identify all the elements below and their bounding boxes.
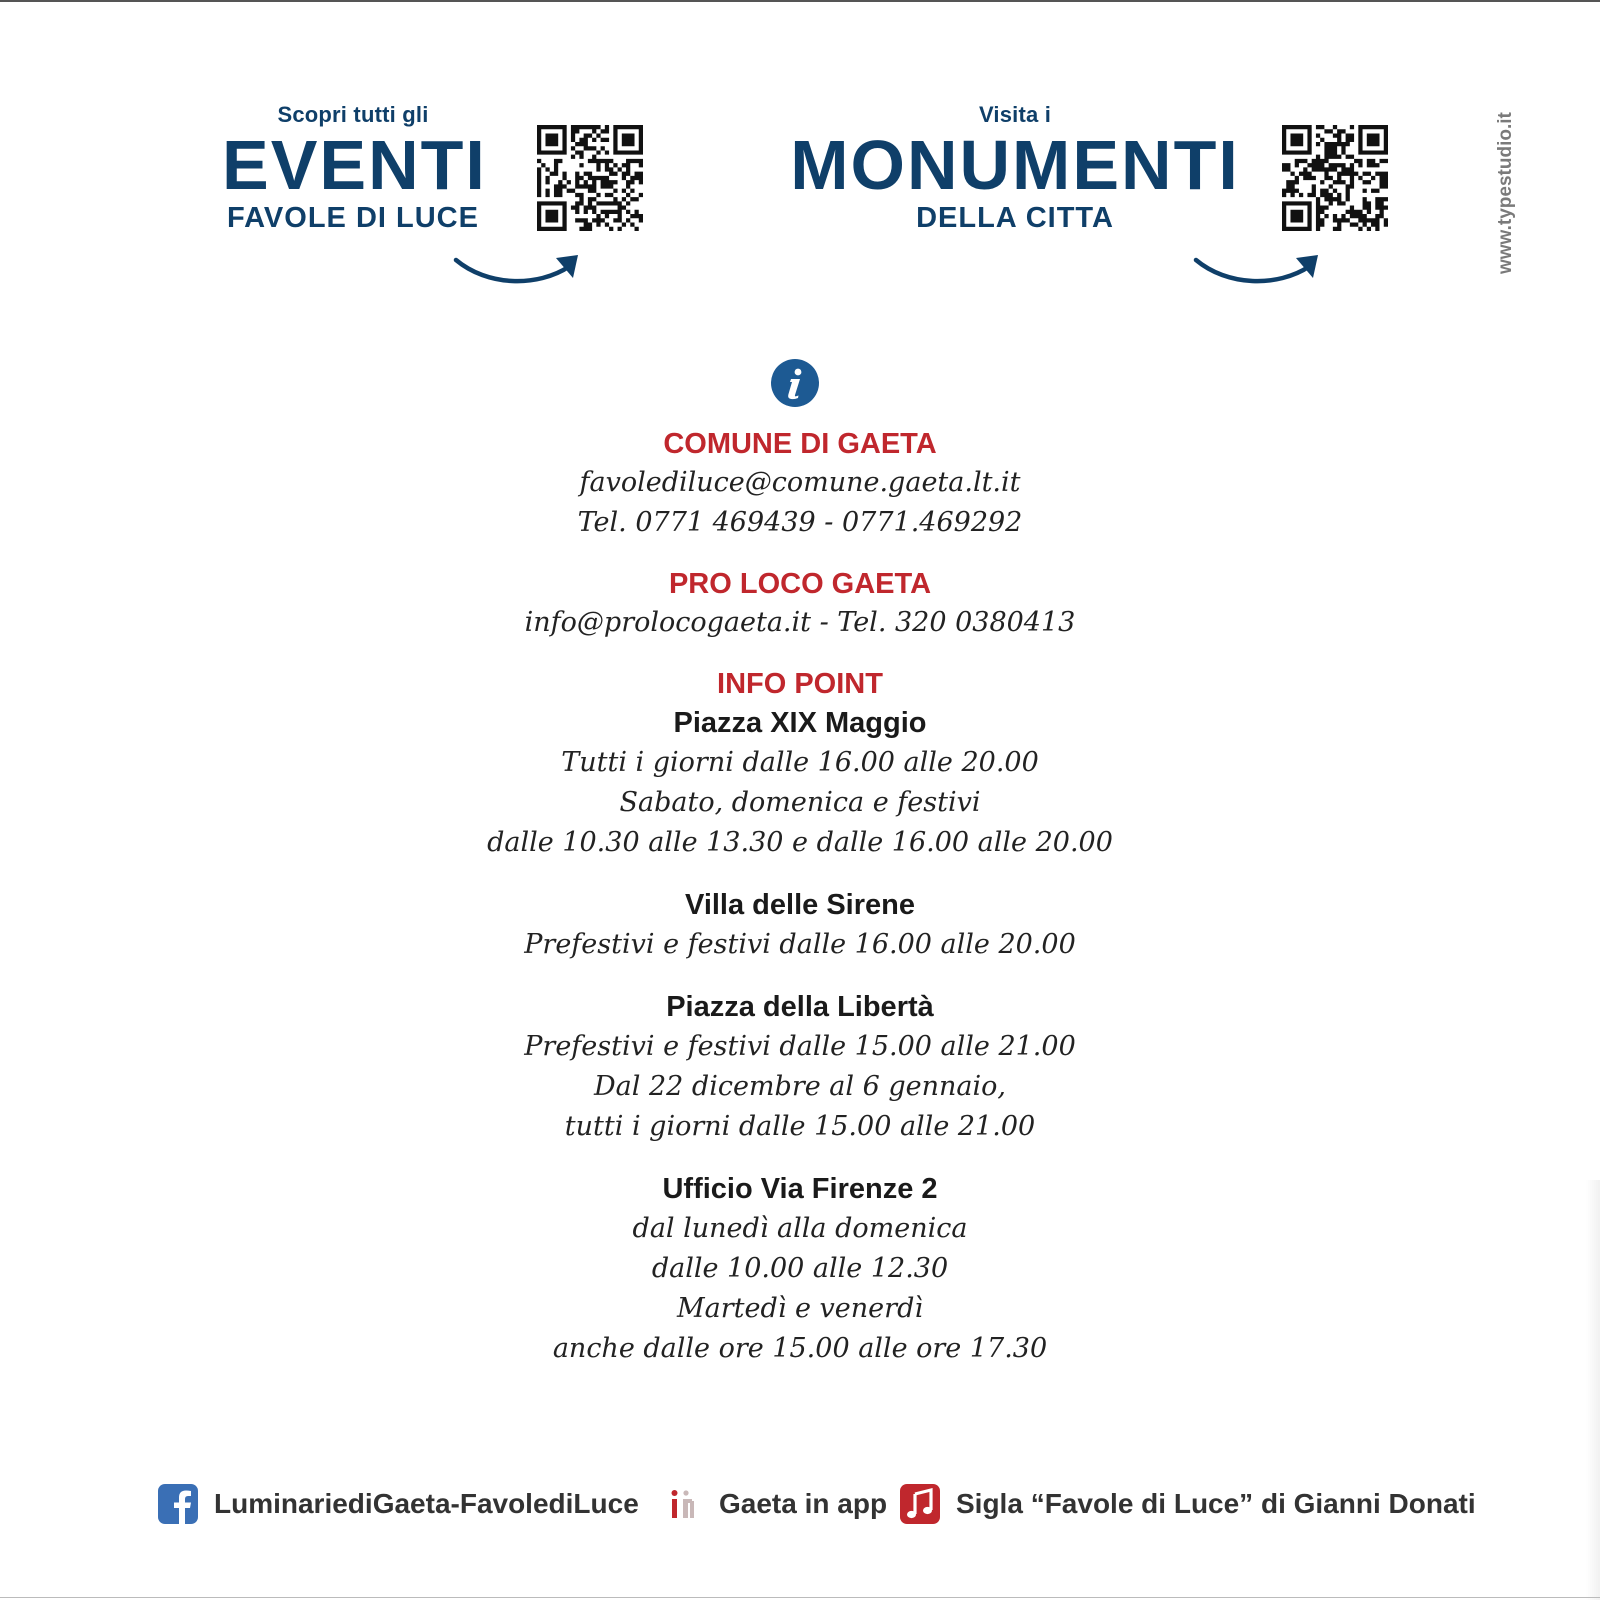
location-hours-line: Prefestivi e festivi dalle 15.00 alle 21.00 bbox=[524, 1031, 1076, 1062]
monumenti-subtitle: DELLA CITTA bbox=[916, 202, 1114, 234]
location-hours-line: Martedì e venerdì bbox=[677, 1293, 923, 1324]
eventi-qr-code-icon[interactable] bbox=[537, 125, 643, 231]
proloco-contact[interactable]: info@prolocogaeta.it - Tel. 320 0380413 bbox=[524, 607, 1076, 638]
watermark-url: www.typestudio.it bbox=[1495, 112, 1516, 274]
location-hours-line: Sabato, domenica e festivi bbox=[619, 787, 981, 818]
facebook-link-label: LuminariediGaeta-FavolediLuce bbox=[214, 1488, 639, 1519]
proloco-heading: PRO LOCO GAETA bbox=[668, 568, 932, 600]
eventi-promo bbox=[222, 102, 487, 235]
facebook-link[interactable] bbox=[158, 1482, 639, 1526]
infopoint-heading: INFO POINT bbox=[717, 668, 883, 700]
contact-info bbox=[300, 425, 1300, 1369]
comune-email[interactable]: favolediluce@comune.gaeta.lt.it bbox=[579, 467, 1021, 498]
comune-phone: Tel. 0771 469439 - 0771.469292 bbox=[577, 507, 1023, 538]
top-rule bbox=[0, 0, 1600, 2]
music-note-icon bbox=[900, 1484, 940, 1524]
location-name: Villa delle Sirene bbox=[685, 889, 915, 921]
eventi-title: EVENTI bbox=[222, 126, 487, 204]
gaeta-app-label: Gaeta in app bbox=[719, 1488, 888, 1519]
location-hours-line: Dal 22 dicembre al 6 gennaio, bbox=[594, 1071, 1006, 1102]
location-hours-line: dal lunedì alla domenica bbox=[632, 1213, 968, 1244]
facebook-icon bbox=[158, 1484, 198, 1524]
info-icon bbox=[770, 358, 820, 408]
bottom-rule bbox=[0, 1597, 1600, 1598]
infopoint-location bbox=[300, 703, 1300, 863]
gaeta-app-link[interactable] bbox=[663, 1482, 887, 1526]
location-hours-line: Tutti i giorni dalle 16.00 alle 20.00 bbox=[561, 747, 1039, 778]
monumenti-qr-code-icon[interactable] bbox=[1282, 125, 1388, 231]
monumenti-title: MONUMENTI bbox=[790, 126, 1240, 204]
footer-links bbox=[158, 1482, 1600, 1526]
location-hours-line: Prefestivi e festivi dalle 16.00 alle 20.00 bbox=[524, 929, 1076, 960]
gaeta-app-icon bbox=[663, 1484, 703, 1524]
location-name: Piazza XIX Maggio bbox=[673, 707, 927, 739]
location-hours-line: dalle 10.00 alle 12.30 bbox=[651, 1253, 949, 1284]
location-name: Piazza della Libertà bbox=[666, 991, 934, 1023]
sigla-music-link[interactable] bbox=[900, 1482, 1476, 1526]
monumenti-promo bbox=[790, 102, 1240, 235]
location-hours-line: dalle 10.30 alle 13.30 e dalle 16.00 alle 20.00 bbox=[487, 827, 1113, 858]
monumenti-pretitle: Visita i bbox=[978, 102, 1052, 127]
location-hours-line: anche dalle ore 15.00 alle ore 17.30 bbox=[552, 1333, 1048, 1364]
location-hours-line: tutti i giorni dalle 15.00 alle 21.00 bbox=[564, 1111, 1036, 1142]
eventi-curved-arrow-icon bbox=[452, 252, 586, 292]
comune-heading: COMUNE DI GAETA bbox=[663, 428, 937, 460]
page-edge-shadow bbox=[1586, 1180, 1600, 1600]
eventi-subtitle: FAVOLE DI LUCE bbox=[227, 202, 479, 234]
location-name: Ufficio Via Firenze 2 bbox=[662, 1173, 938, 1205]
infopoint-location bbox=[300, 885, 1300, 965]
infopoint-location bbox=[300, 1169, 1300, 1369]
sigla-music-label: Sigla “Favole di Luce” di Gianni Donati bbox=[956, 1488, 1476, 1519]
monumenti-curved-arrow-icon bbox=[1192, 252, 1326, 292]
infopoint-location bbox=[300, 987, 1300, 1147]
eventi-pretitle: Scopri tutti gli bbox=[277, 102, 429, 127]
